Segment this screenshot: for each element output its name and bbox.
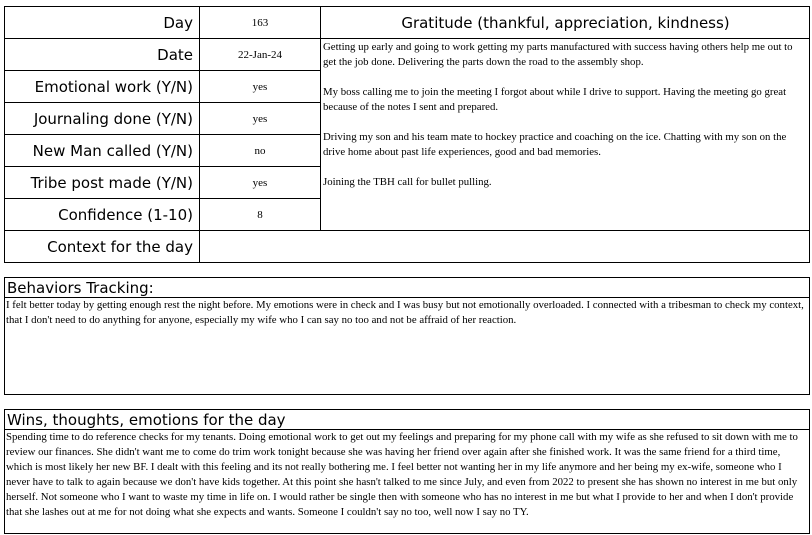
wins-title: Wins, thoughts, emotions for the day <box>7 411 286 429</box>
context-label: Context for the day <box>47 237 193 256</box>
gratitude-item: Getting up early and going to work getting my parts manufactured with success having others help me out to get the job done. Delivering the parts down the road to the assembly shop. <box>323 41 793 68</box>
confidence-label: Confidence (1-10) <box>58 205 193 224</box>
gratitude-item: Driving my son and his team mate to hockey practice and coaching on the ice. Chatting with my son on the drive home about past life experiences, good and bad memories. <box>323 131 787 158</box>
gratitude-item: Joining the TBH call for bullet pulling. <box>323 176 492 188</box>
date-value[interactable]: 22-Jan-24 <box>238 48 282 61</box>
row-divider <box>320 38 810 39</box>
day-label: Day <box>163 13 193 32</box>
emotional-work-value[interactable]: yes <box>252 80 268 93</box>
date-label: Date <box>157 45 193 64</box>
gratitude-title: Gratitude (thankful, appreciation, kindness) <box>401 13 730 32</box>
new-man-called-label: New Man called (Y/N) <box>32 141 193 160</box>
gratitude-text[interactable] <box>323 40 808 230</box>
emotional-work-label: Emotional work (Y/N) <box>34 77 193 96</box>
day-value[interactable]: 163 <box>251 16 269 29</box>
journaling-value[interactable]: yes <box>252 112 268 125</box>
behaviors-text[interactable]: I felt better today by getting enough rest the night before. My emotions were in check and I was busy but not emotionally overloaded. I connected with a tribesman to check my context, that I don't need to do anything for anyone, especially my wife who I can say no too and not be affraid of her reaction. <box>6 299 804 326</box>
tribe-post-label: Tribe post made (Y/N) <box>30 173 193 192</box>
confidence-value[interactable]: 8 <box>257 208 263 221</box>
wins-text[interactable]: Spending time to do reference checks for my tenants. Doing emotional work to get out my feelings and preparing for my phone call with my wife as she refused to sit down with me to review our finances. She didn't want me to come do trim work tonight because she was having her friend over again after she finished work. It was the same friend for a third time, which is most likely her new BF. I dealt with this feeling and its not really bothering me. I feel better not wanting her in my life anymore and her being my ex-wife, someone who I never have to talk to again because we don't have kids together. At this point she hasn't talked to me since July, and even from 2022 to present she has shown no interest in me but only herself. Not someone who I want to waste my time in life on. I would rather be single then with someone who has no interest in me but what I provide to her and when I don't provide that she lashes out at me for not doing what she expects and wants. Someone I couldn't say no too, well now I say no TY. <box>6 431 798 518</box>
context-value[interactable] <box>200 231 809 262</box>
journaling-label: Journaling done (Y/N) <box>33 109 193 128</box>
gratitude-item: My boss calling me to join the meeting I forgot about while I drive to support. Having the meeting go great because of the notes I sent and prepared. <box>323 86 787 113</box>
tribe-post-value[interactable]: yes <box>252 176 268 189</box>
new-man-called-value[interactable]: no <box>254 144 266 157</box>
behaviors-title: Behaviors Tracking: <box>7 279 154 297</box>
